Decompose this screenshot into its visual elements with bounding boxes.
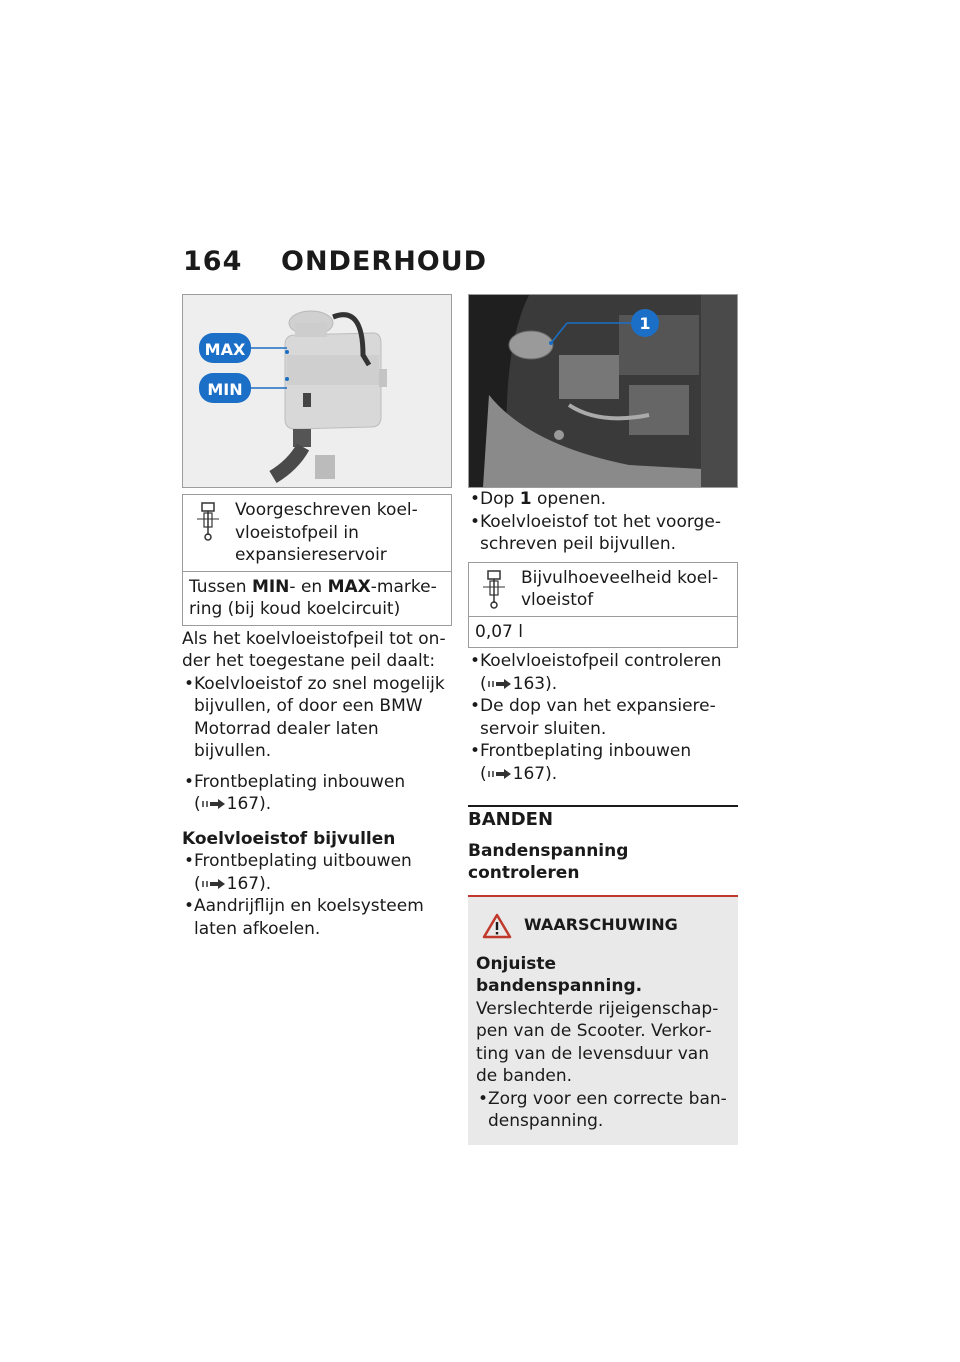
list-item: • Aandrijflijn en koelsysteem laten afkoelen.: [182, 895, 452, 940]
expansion-reservoir-figure: [182, 294, 452, 488]
warning-lead: Onjuiste bandenspanning.: [476, 953, 643, 996]
list-item: • De dop van het expansiereservoir sluiten.: [468, 695, 738, 740]
coolant-gauge-icon: [475, 567, 517, 613]
warning-box: [468, 895, 738, 1145]
page-reference-arrow-icon: [487, 678, 513, 690]
expansion-reservoir-illustration: [183, 295, 452, 487]
spec-value: Tussen MIN- en MAX-markering (bij koud koelcircuit): [189, 576, 437, 619]
page-reference: ( 163).: [480, 673, 558, 694]
warning-triangle-icon: [482, 913, 512, 939]
warning-text: Verslechterde rijeigenschappen van de Scooter. Verkorting van de levensduur van de banden.: [476, 998, 719, 1086]
left-column: [182, 294, 452, 940]
min-label: MIN: [207, 380, 243, 399]
max-label: MAX: [204, 340, 246, 359]
page-reference: ( 167).: [480, 763, 558, 784]
section-heading-banden: BANDEN: [468, 805, 738, 832]
page-reference-arrow-icon: [487, 768, 513, 780]
section-title: ONDERHOUD: [281, 246, 488, 277]
right-column: [468, 294, 738, 1145]
engine-compartment-figure: [468, 294, 738, 488]
page-reference: ( 167).: [194, 873, 272, 894]
list-item: • Dop 1 openen.: [468, 488, 738, 511]
engine-compartment-illustration: [469, 295, 738, 487]
list-item: • Koelvloeistof zo snel mogelijk bijvullen, of door een BMW Motorrad dealer laten bijvullen.: [182, 673, 452, 763]
refill-quantity-spec: [468, 562, 738, 649]
list-item: • Koelvloeistofpeil controleren: [468, 650, 738, 673]
page-reference-arrow-icon: [201, 878, 227, 890]
page-header: [183, 246, 487, 277]
list-item: • Koelvloeistof tot het voorgeschreven peil bijvullen.: [468, 511, 738, 556]
subheading-koelvloeistof-bijvullen: Koelvloeistof bijvullen: [182, 828, 396, 849]
warning-bullet: • Zorg voor een correcte bandenspanning.: [476, 1088, 728, 1133]
page-reference-arrow-icon: [201, 798, 227, 810]
warning-label: WAARSCHUWING: [524, 915, 678, 935]
list-item: • Frontbeplating inbouwen: [468, 740, 738, 763]
intro-text: Als het koelvloeistofpeil tot onder het toegestane peil daalt:: [182, 628, 446, 671]
list-item: • Frontbeplating uitbouwen: [182, 850, 452, 873]
list-item: • Frontbeplating inbouwen: [182, 771, 452, 794]
spec-title: Bijvulhoeveelheid koelvloeistof: [521, 567, 719, 610]
subheading-bandenspanning: Bandenspanning controleren: [468, 840, 629, 883]
coolant-level-spec: [182, 494, 452, 626]
coolant-gauge-icon: [189, 499, 231, 545]
spec-title: Voorgeschreven koelvloeistofpeil in expansiereservoir: [235, 500, 418, 565]
page-reference: ( 167).: [194, 794, 272, 814]
callout-1: 1: [639, 314, 651, 333]
page-number: 164: [183, 246, 243, 277]
spec-value: 0,07 l: [475, 621, 523, 642]
